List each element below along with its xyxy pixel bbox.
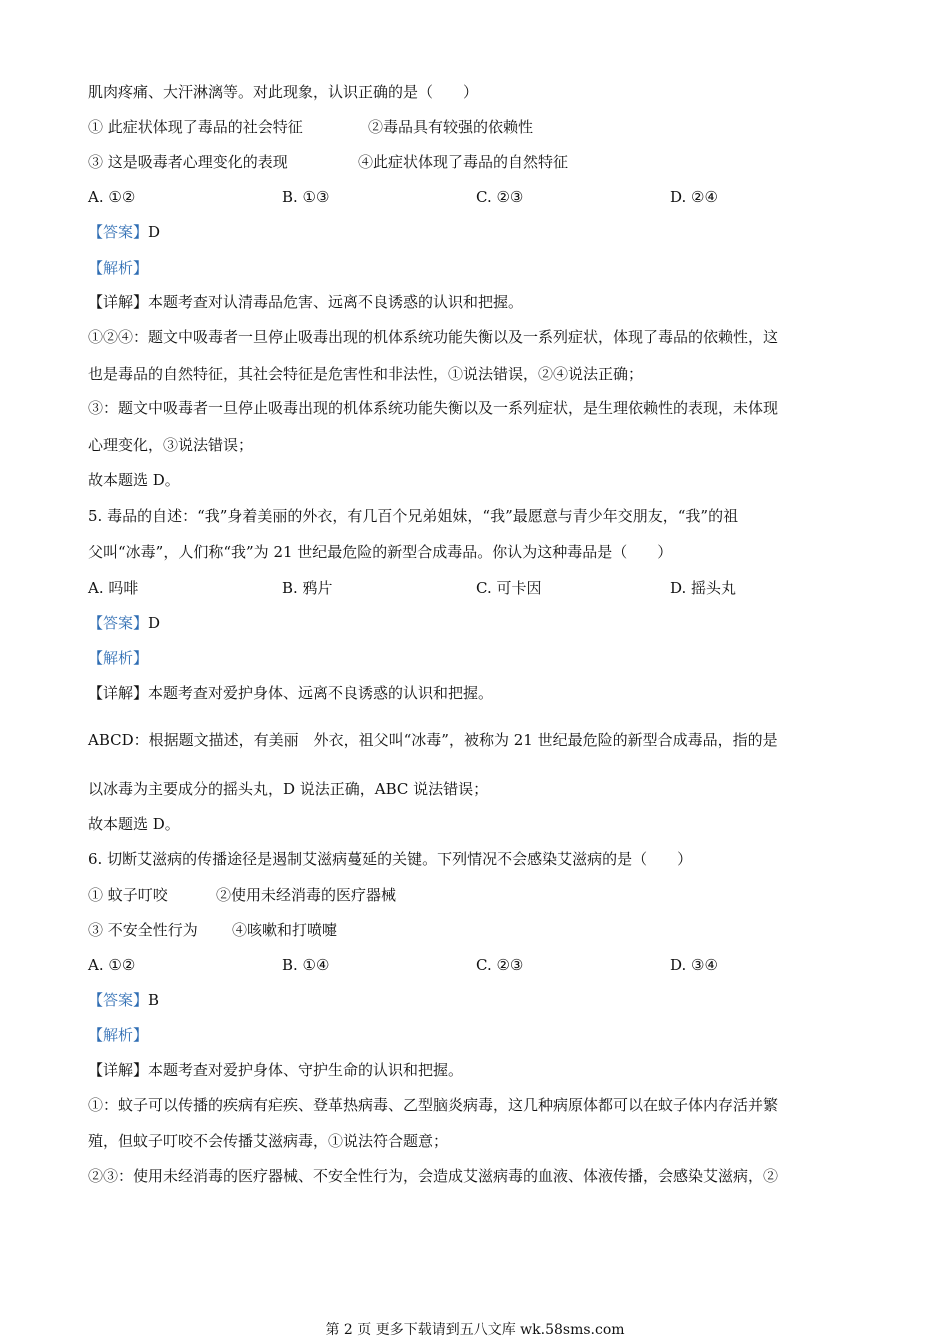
q6-explanation-1: ①：蚊子可以传播的疾病有疟疾、登革热病毒、乙型脑炎病毒，这几种病原体都可以在蚊子体内存活并繁 xyxy=(88,1096,779,1114)
q4-explanation-3: ③：题文中吸毒者一旦停止吸毒出现的机体系统功能失衡以及一系列症状，是生理依赖性的表现，未体现 xyxy=(88,399,779,417)
q4-explanation-1: ①②④：题文中吸毒者一旦停止吸毒出现的机体系统功能失衡以及一系列症状，体现了毒品的依赖性，这 xyxy=(88,328,779,346)
answer-value: D xyxy=(148,223,161,241)
q5-analysis-tag: 【解析】 xyxy=(88,649,149,667)
q4-detail: 【详解】本题考查对认清毒品危害、远离不良诱惑的认识和把握。 xyxy=(88,293,524,311)
page-footer: 第 2 页 更多下载请到五八文库 wk.58sms.com xyxy=(325,1322,625,1338)
q6-option-b: B. ①④ xyxy=(282,956,330,974)
q4-explanation-2: 也是毒品的自然特征，其社会特征是危害性和非法性，①说法错误，②④说法正确； xyxy=(88,365,644,383)
q5-option-a: A. 吗啡 xyxy=(88,579,139,597)
q6-statement-2: ②使用未经消毒的医疗器械 xyxy=(216,886,397,904)
q5-stem-1: 5. 毒品的自述：“我”身着美丽的外衣，有几百个兄弟姐妹，“我”最愿意与青少年交朋友，“我”的祖 xyxy=(88,507,739,525)
q6-statement-1: ① 蚊子叮咬 xyxy=(88,886,168,904)
q4-statement-1: ① 此症状体现了毒品的社会特征 xyxy=(88,118,303,136)
q6-option-d: D. ③④ xyxy=(670,956,718,974)
q4-option-b: B. ①③ xyxy=(282,188,330,206)
q4-conclusion: 故本题选 D。 xyxy=(88,471,180,489)
q6-stem: 6. 切断艾滋病的传播途径是遏制艾滋病蔓延的关键。下列情况不会感染艾滋病的是（ ） xyxy=(88,850,693,868)
q5-conclusion: 故本题选 D。 xyxy=(88,815,180,833)
q4-option-d: D. ②④ xyxy=(670,188,718,206)
answer-value: B xyxy=(148,991,160,1009)
q5-stem-2: 父叫“冰毒”，人们称“我”为 21 世纪最危险的新型合成毒品。你认为这种毒品是（ ） xyxy=(88,543,673,561)
q6-statement-3: ③ 不安全性行为 xyxy=(88,921,198,939)
q6-analysis-tag: 【解析】 xyxy=(88,1026,149,1044)
q5-option-c: C. 可卡因 xyxy=(476,579,542,597)
q5-option-b: B. 鸦片 xyxy=(282,579,333,597)
answer-tag: 【答案】 xyxy=(88,223,149,241)
q6-statement-4: ④咳嗽和打喷嚏 xyxy=(232,921,338,939)
q6-option-a: A. ①② xyxy=(88,956,136,974)
q5-explanation-1: ABCD：根据题文描述，有美丽 外衣，祖父叫“冰毒”，被称为 21 世纪最危险的新型合成毒品，指的是 xyxy=(88,731,778,749)
q5-answer xyxy=(88,613,160,633)
q6-option-c: C. ②③ xyxy=(476,956,524,974)
q6-explanation-2: 殖，但蚊子叮咬不会传播艾滋病毒，①说法符合题意； xyxy=(88,1132,449,1150)
q4-option-a: A. ①② xyxy=(88,188,136,206)
answer-tag: 【答案】 xyxy=(88,614,149,632)
q6-detail: 【详解】本题考查对爱护身体、守护生命的认识和把握。 xyxy=(88,1061,464,1079)
q5-detail: 【详解】本题考查对爱护身体、远离不良诱惑的认识和把握。 xyxy=(88,684,494,702)
q6-explanation-3: ②③：使用未经消毒的医疗器械、不安全性行为，会造成艾滋病毒的血液、体液传播，会感染艾滋病，② xyxy=(88,1167,779,1185)
answer-value: D xyxy=(148,614,161,632)
q4-statement-2: ②毒品具有较强的依赖性 xyxy=(368,118,534,136)
answer-tag: 【答案】 xyxy=(88,991,149,1009)
q4-statement-3: ③ 这是吸毒者心理变化的表现 xyxy=(88,153,288,171)
q5-option-d: D. 摇头丸 xyxy=(670,579,737,597)
q5-explanation-2: 以冰毒为主要成分的摇头丸，D 说法正确，ABC 说法错误； xyxy=(88,780,489,798)
q4-option-c: C. ②③ xyxy=(476,188,524,206)
q6-answer xyxy=(88,990,159,1010)
q4-answer xyxy=(88,222,160,242)
q4-statement-4: ④此症状体现了毒品的自然特征 xyxy=(358,153,569,171)
q4-analysis-tag: 【解析】 xyxy=(88,259,149,277)
q4-explanation-4: 心理变化，③说法错误； xyxy=(88,436,254,454)
q4-stem-tail: 肌肉疼痛、大汗淋漓等。对此现象，认识正确的是（ ） xyxy=(88,83,479,101)
